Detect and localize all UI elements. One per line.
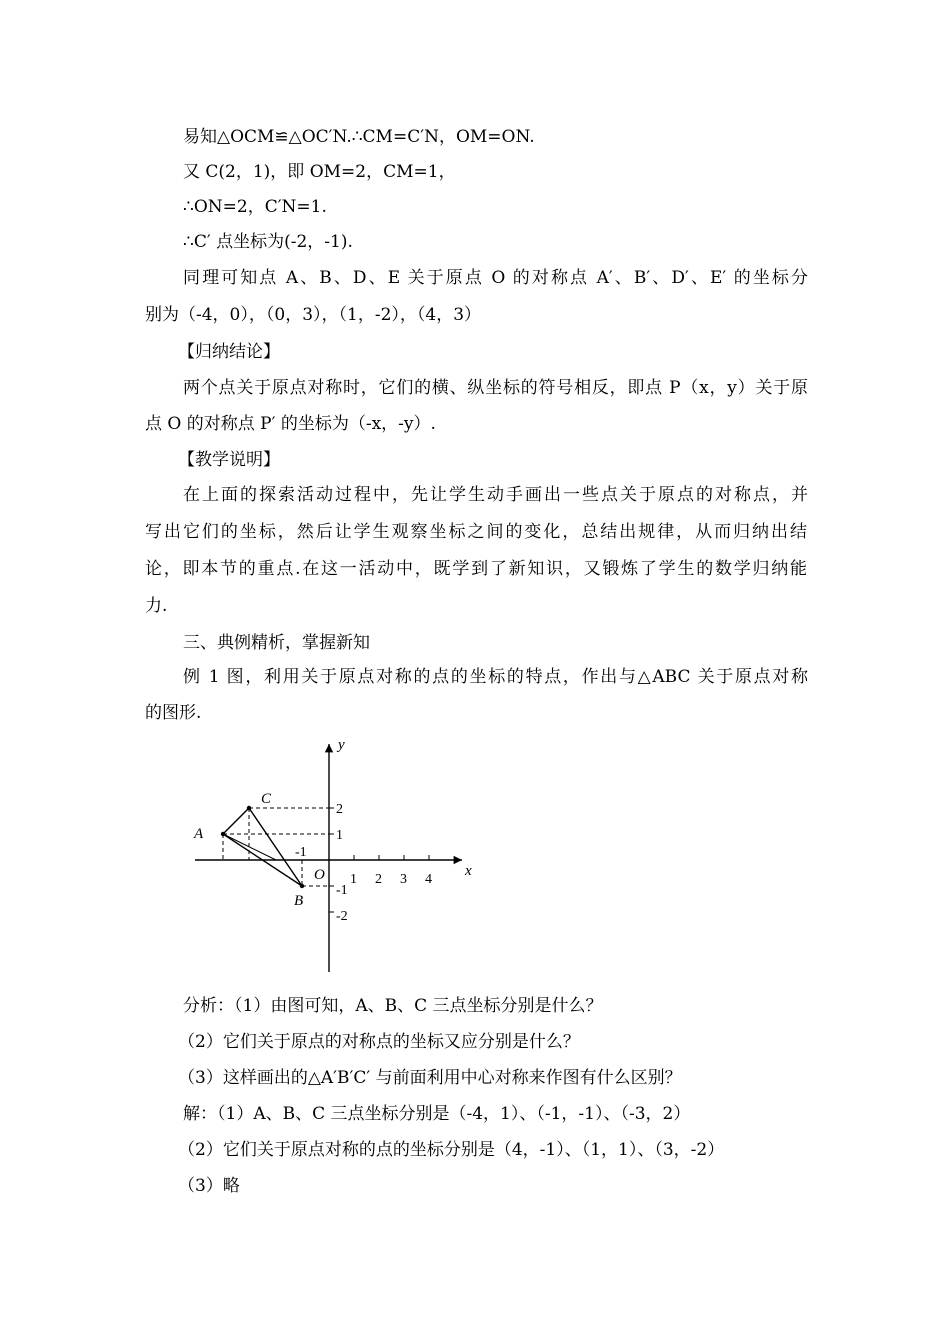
paragraph: ∴C′ 点坐标为(-2，-1). xyxy=(183,232,353,252)
point-c-label: C xyxy=(261,791,272,807)
point-b-label: B xyxy=(294,893,304,909)
y-tick-label: -2 xyxy=(336,909,348,924)
paragraph: （3）略 xyxy=(178,1176,240,1196)
paragraph: 例 1 图，利用关于原点对称的点的坐标的特点，作出与△ABC 关于原点对称 xyxy=(183,667,808,687)
paragraph: ∴ON=2，C′N=1. xyxy=(183,197,327,217)
section-heading: 【教学说明】 xyxy=(178,450,280,470)
x-tick-label: 4 xyxy=(425,872,432,887)
triangle-abc xyxy=(223,808,302,886)
paragraph: 论，即本节的重点.在这一活动中，既学到了新知识，又锻炼了学生的数学归纳能 xyxy=(145,559,807,579)
paragraph: 力. xyxy=(145,596,168,616)
y-tick-label: 2 xyxy=(336,802,343,817)
section-heading: 【归纳结论】 xyxy=(178,342,280,362)
x-tick-marks xyxy=(354,855,429,860)
neg-x-tick-label: -1 xyxy=(295,845,307,860)
x-tick-label: 1 xyxy=(350,872,357,887)
paragraph: 又 C(2，1)，即 OM=2，CM=1， xyxy=(183,162,456,182)
y-tick-label: 1 xyxy=(336,828,343,843)
y-axis-label: y xyxy=(338,737,345,753)
paragraph: 解：（1）A、B、C 三点坐标分别是（-4，1）、（-1，-1）、（-3，2） xyxy=(183,1104,691,1124)
origin-label: O xyxy=(314,867,325,883)
x-tick-label: 2 xyxy=(375,872,382,887)
paragraph: （2）它们关于原点对称的点的坐标分别是（4，-1）、（1，1）、（3，-2） xyxy=(178,1140,725,1160)
y-tick-label: -1 xyxy=(336,883,348,898)
point-a-label: A xyxy=(194,826,204,842)
paragraph: 在上面的探索活动过程中，先让学生动手画出一些点关于原点的对称点，并 xyxy=(183,485,808,505)
paragraph: 别为（-4，0），（0，3），（1，-2），（4，3） xyxy=(145,305,482,325)
paragraph: 点 O 的对称点 P′ 的坐标为（-x，-y）. xyxy=(145,414,436,434)
paragraph: 分析：（1）由图可知，A、B、C 三点坐标分别是什么？ xyxy=(183,996,603,1016)
x-tick-label: 3 xyxy=(400,872,407,887)
section-heading: 三、典例精析，掌握新知 xyxy=(183,633,370,653)
paragraph: （3）这样画出的△A′B′C′ 与前面利用中心对称来作图有什么区别？ xyxy=(178,1068,682,1088)
paragraph: （2）它们关于原点的对称点的坐标又应分别是什么？ xyxy=(178,1032,580,1052)
paragraph: 的图形. xyxy=(145,703,202,723)
point-a xyxy=(221,832,225,836)
paragraph: 易知△OCM≌△OC′N.∴CM=C′N，OM=ON. xyxy=(183,127,535,147)
paragraph: 写出它们的坐标，然后让学生观察坐标之间的变化，总结出规律，从而归纳出结 xyxy=(145,522,807,542)
paragraph: 两个点关于原点对称时，它们的横、纵坐标的符号相反，即点 P（x，y）关于原 xyxy=(183,378,808,398)
x-axis-label: x xyxy=(465,863,472,879)
point-b xyxy=(300,884,304,888)
point-c xyxy=(247,806,251,810)
coordinate-figure xyxy=(180,730,490,980)
paragraph: 同理可知点 A、B、D、E 关于原点 O 的对称点 A′、B′、D′、E′ 的坐标分 xyxy=(183,268,808,288)
